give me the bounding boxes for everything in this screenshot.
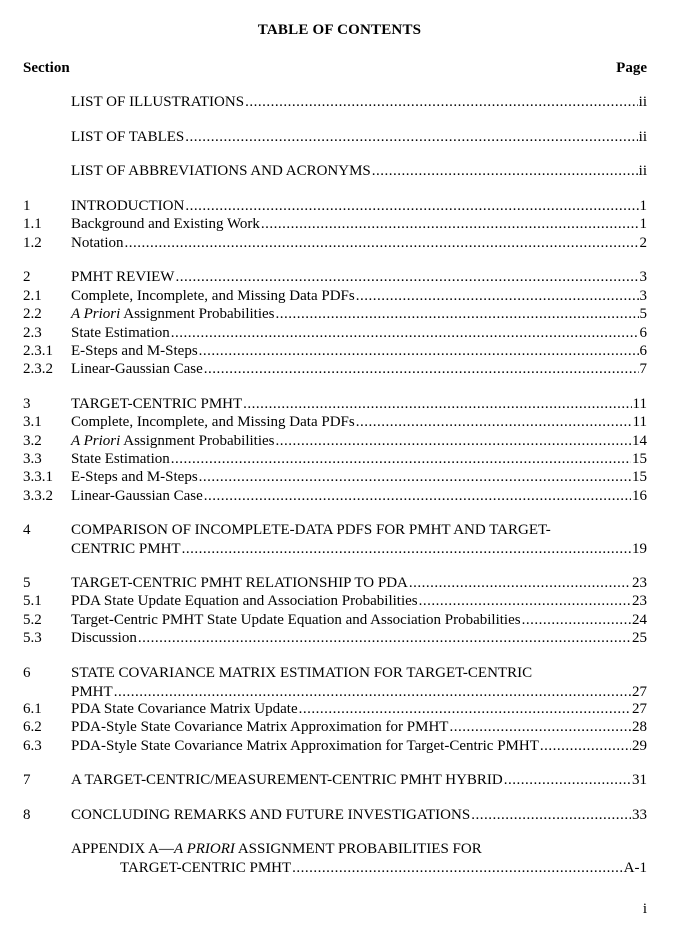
toc-entry-title — [71, 737, 539, 756]
toc-entry[interactable] — [0, 574, 679, 593]
toc-entry[interactable] — [0, 592, 679, 611]
title-text: CENTRIC PMHT — [71, 541, 181, 557]
toc-entry[interactable] — [0, 324, 679, 343]
section-number: 8 — [23, 807, 31, 823]
toc-page-number: 1 — [639, 216, 647, 232]
toc-page-number: 19 — [632, 541, 647, 557]
toc-entry-title — [71, 468, 198, 487]
section-number: 5.3 — [23, 630, 42, 646]
dot-leader — [199, 342, 639, 361]
toc-entry-title — [71, 268, 174, 287]
dot-leader — [138, 629, 631, 648]
toc-entry-title — [71, 771, 503, 790]
page-column-header: Page — [616, 60, 647, 76]
toc-page-number: 15 — [632, 469, 647, 485]
toc-entry-title — [71, 324, 170, 343]
toc-page-number: 25 — [632, 630, 647, 646]
toc-page-number: 3 — [639, 288, 647, 304]
title-text: TARGET-CENTRIC PMHT — [120, 860, 292, 876]
toc-entry-heading — [0, 664, 679, 683]
toc-entry-title — [71, 487, 203, 506]
toc-entry-title — [71, 432, 275, 451]
section-number: 5 — [23, 575, 31, 591]
dot-leader — [276, 305, 639, 324]
toc-entry[interactable] — [0, 287, 679, 306]
title-text: Discussion — [71, 630, 137, 646]
toc-entry[interactable] — [0, 395, 679, 414]
section-number: 7 — [23, 772, 31, 788]
toc-page-number: 6 — [639, 343, 647, 359]
title-text: ASSIGNMENT PROBABILITIES FOR — [234, 841, 482, 857]
toc-entry-title — [71, 360, 203, 379]
dot-leader — [185, 128, 637, 147]
toc-entry-title — [71, 540, 181, 559]
section-number: 6.3 — [23, 738, 42, 754]
toc-entry-title — [120, 859, 291, 878]
title-text: PDA State Update Equation and Association Probabilities — [71, 593, 418, 609]
section-number: 1 — [23, 198, 31, 214]
toc-entry[interactable] — [0, 360, 679, 379]
title-text: STATE COVARIANCE MATRIX ESTIMATION FOR TARGET-CENTRIC — [71, 665, 533, 681]
toc-entry-title — [71, 215, 260, 234]
title-text: State Estimation — [71, 451, 170, 467]
section-number: 3.3.1 — [23, 469, 53, 485]
toc-entry-title — [71, 287, 355, 306]
dot-leader — [204, 487, 631, 506]
title-text: COMPARISON OF INCOMPLETE-DATA PDFS FOR PMHT AND TARGET- — [71, 522, 551, 538]
section-number: 1.2 — [23, 235, 42, 251]
toc-entry-title — [71, 450, 170, 469]
toc-entry-title — [71, 197, 184, 216]
dot-leader — [522, 611, 631, 630]
toc-entry-title — [71, 611, 521, 630]
dot-leader — [276, 432, 632, 451]
dot-leader — [204, 360, 639, 379]
appendix-prefix: APPENDIX A— — [71, 841, 174, 857]
toc-entry[interactable] — [0, 487, 679, 506]
toc-entry[interactable] — [0, 197, 679, 216]
title-text: Background and Existing Work — [71, 216, 260, 232]
toc-page-number: 2 — [639, 235, 647, 251]
toc-entry-title — [71, 629, 137, 648]
dot-leader — [175, 268, 638, 287]
page-title: TABLE OF CONTENTS — [257, 22, 422, 38]
section-number: 2.3.2 — [23, 361, 53, 377]
toc-entry[interactable] — [0, 305, 679, 324]
toc-page-number: ii — [638, 129, 647, 145]
title-text: PDA-Style State Covariance Matrix Approximation for PMHT — [71, 719, 449, 735]
title-text: E-Steps and M-Steps — [71, 469, 198, 485]
section-number: 3 — [23, 396, 31, 412]
section-number: 5.1 — [23, 593, 42, 609]
toc-entry-title — [71, 128, 184, 147]
toc-page-number: 14 — [632, 433, 647, 449]
title-text: State Estimation — [71, 325, 170, 341]
toc-page-number: 6 — [639, 325, 647, 341]
toc-entry[interactable] — [0, 215, 679, 234]
section-number: 6.2 — [23, 719, 42, 735]
section-number: 3.3 — [23, 451, 42, 467]
title-text: Target-Centric PMHT State Update Equation and Association Probabilities — [71, 612, 521, 628]
title-text: PDA-Style State Covariance Matrix Approximation for Target-Centric PMHT — [71, 738, 539, 754]
dot-leader — [356, 413, 632, 432]
section-number: 2.1 — [23, 288, 42, 304]
toc-entry[interactable] — [0, 162, 679, 181]
toc-entry[interactable] — [0, 700, 679, 719]
toc-entry-title — [71, 342, 198, 361]
toc-page-number: 27 — [632, 684, 647, 700]
title-text: A TARGET-CENTRIC/MEASUREMENT-CENTRIC PMHT HYBRID — [71, 772, 503, 788]
dot-leader — [171, 450, 631, 469]
toc-page-number: 28 — [632, 719, 647, 735]
italic-text: A Priori — [71, 306, 121, 322]
dot-leader — [409, 574, 631, 593]
toc-page-number: ii — [638, 94, 647, 110]
title-text: TARGET-CENTRIC PMHT RELATIONSHIP TO PDA — [71, 575, 408, 591]
toc-entry-title — [71, 395, 242, 414]
toc-page-number: 16 — [632, 488, 647, 504]
title-text: LIST OF TABLES — [71, 129, 185, 145]
section-number: 6.1 — [23, 701, 42, 717]
dot-leader — [504, 771, 631, 790]
toc-entry[interactable] — [0, 128, 679, 147]
toc-entry-title — [71, 664, 532, 683]
title-text: LIST OF ABBREVIATIONS AND ACRONYMS — [71, 163, 371, 179]
italic-text: A Priori — [71, 433, 121, 449]
toc-page-number: 23 — [632, 575, 647, 591]
dot-leader — [261, 215, 639, 234]
toc-entry[interactable] — [0, 771, 679, 790]
page-number: i — [642, 901, 647, 917]
dot-leader — [449, 718, 631, 737]
title-text: Linear-Gaussian Case — [71, 488, 203, 504]
toc-entry-title — [71, 806, 470, 825]
dot-leader — [185, 197, 638, 216]
toc-entry-title — [71, 574, 408, 593]
title-text: E-Steps and M-Steps — [71, 343, 198, 359]
toc-entry[interactable] — [0, 234, 679, 253]
dot-leader — [372, 162, 638, 181]
toc-page-number: 11 — [632, 396, 647, 412]
toc-entry-title — [71, 93, 244, 112]
toc-entry-title — [71, 305, 275, 324]
toc-entry-heading — [0, 840, 679, 859]
section-number: 5.2 — [23, 612, 42, 628]
toc-page-number: 31 — [632, 772, 647, 788]
dot-leader — [182, 540, 631, 559]
dot-leader — [125, 234, 639, 253]
section-number: 2 — [23, 269, 31, 285]
dot-leader — [356, 287, 639, 306]
toc-entry[interactable] — [0, 629, 679, 648]
title-text: LIST OF ILLUSTRATIONS — [71, 94, 245, 110]
toc-entry[interactable] — [0, 718, 679, 737]
title-text: Complete, Incomplete, and Missing Data PDFs — [71, 414, 355, 430]
section-number: 6 — [23, 665, 31, 681]
title-text: PDA State Covariance Matrix Update — [71, 701, 298, 717]
section-number: 2.3.1 — [23, 343, 53, 359]
section-number: 3.3.2 — [23, 488, 53, 504]
toc-page-number: 29 — [632, 738, 647, 754]
toc-entry[interactable] — [0, 468, 679, 487]
toc-entry[interactable] — [0, 859, 679, 878]
title-text: Assignment Probabilities — [120, 433, 275, 449]
toc-entry[interactable] — [0, 432, 679, 451]
toc-entry[interactable] — [0, 540, 679, 559]
toc-entry[interactable] — [0, 413, 679, 432]
title-text: Complete, Incomplete, and Missing Data PDFs — [71, 288, 355, 304]
section-column-header: Section — [23, 60, 70, 76]
toc-entry[interactable] — [0, 93, 679, 112]
dot-leader — [419, 592, 631, 611]
dot-leader — [171, 324, 639, 343]
dot-leader — [292, 859, 623, 878]
dot-leader — [540, 737, 631, 756]
toc-page-number: 23 — [632, 593, 647, 609]
toc-entry[interactable] — [0, 268, 679, 287]
toc-entry[interactable] — [0, 342, 679, 361]
toc-page-number: ii — [638, 163, 647, 179]
dot-leader — [243, 395, 631, 414]
toc-page-number: 15 — [632, 451, 647, 467]
section-number: 4 — [23, 522, 31, 538]
italic-text: A PRIORI — [173, 841, 235, 857]
dot-leader — [299, 700, 631, 719]
section-number: 1.1 — [23, 216, 42, 232]
toc-entry[interactable] — [0, 450, 679, 469]
title-text: INTRODUCTION — [71, 198, 185, 214]
toc-page-number: 5 — [639, 306, 647, 322]
toc-entry-title — [71, 162, 371, 181]
toc-page-number: 24 — [632, 612, 647, 628]
toc-entry-title — [71, 592, 418, 611]
section-number: 3.1 — [23, 414, 42, 430]
dot-leader — [245, 93, 638, 112]
toc-page-number: 11 — [632, 414, 647, 430]
toc-entry[interactable] — [0, 737, 679, 756]
title-text: CONCLUDING REMARKS AND FUTURE INVESTIGATIONS — [71, 807, 471, 823]
toc-page-number: 7 — [639, 361, 647, 377]
toc-entry-title — [71, 521, 551, 540]
toc-page-number: 27 — [632, 701, 647, 717]
toc-entry-title — [71, 234, 124, 253]
dot-leader — [199, 468, 631, 487]
toc-page-number: 3 — [639, 269, 647, 285]
toc-entry[interactable] — [0, 611, 679, 630]
toc-entry-heading — [0, 521, 679, 540]
toc-page-number: 1 — [639, 198, 647, 214]
section-number: 2.2 — [23, 306, 42, 322]
toc-entry-title — [71, 718, 448, 737]
title-text: Linear-Gaussian Case — [71, 361, 203, 377]
toc-page-number: A-1 — [623, 860, 647, 876]
toc-entry-title — [71, 700, 298, 719]
title-text: PMHT REVIEW — [71, 269, 175, 285]
title-text: TARGET-CENTRIC PMHT — [71, 396, 243, 412]
toc-page-number: 33 — [632, 807, 647, 823]
toc-entry[interactable] — [0, 806, 679, 825]
section-number: 2.3 — [23, 325, 42, 341]
title-text: PMHT — [71, 684, 113, 700]
title-text: Notation — [71, 235, 124, 251]
dot-leader — [471, 806, 631, 825]
title-text: Assignment Probabilities — [120, 306, 275, 322]
toc-entry-title — [71, 840, 482, 859]
toc-entry-title — [71, 413, 355, 432]
section-number: 3.2 — [23, 433, 42, 449]
